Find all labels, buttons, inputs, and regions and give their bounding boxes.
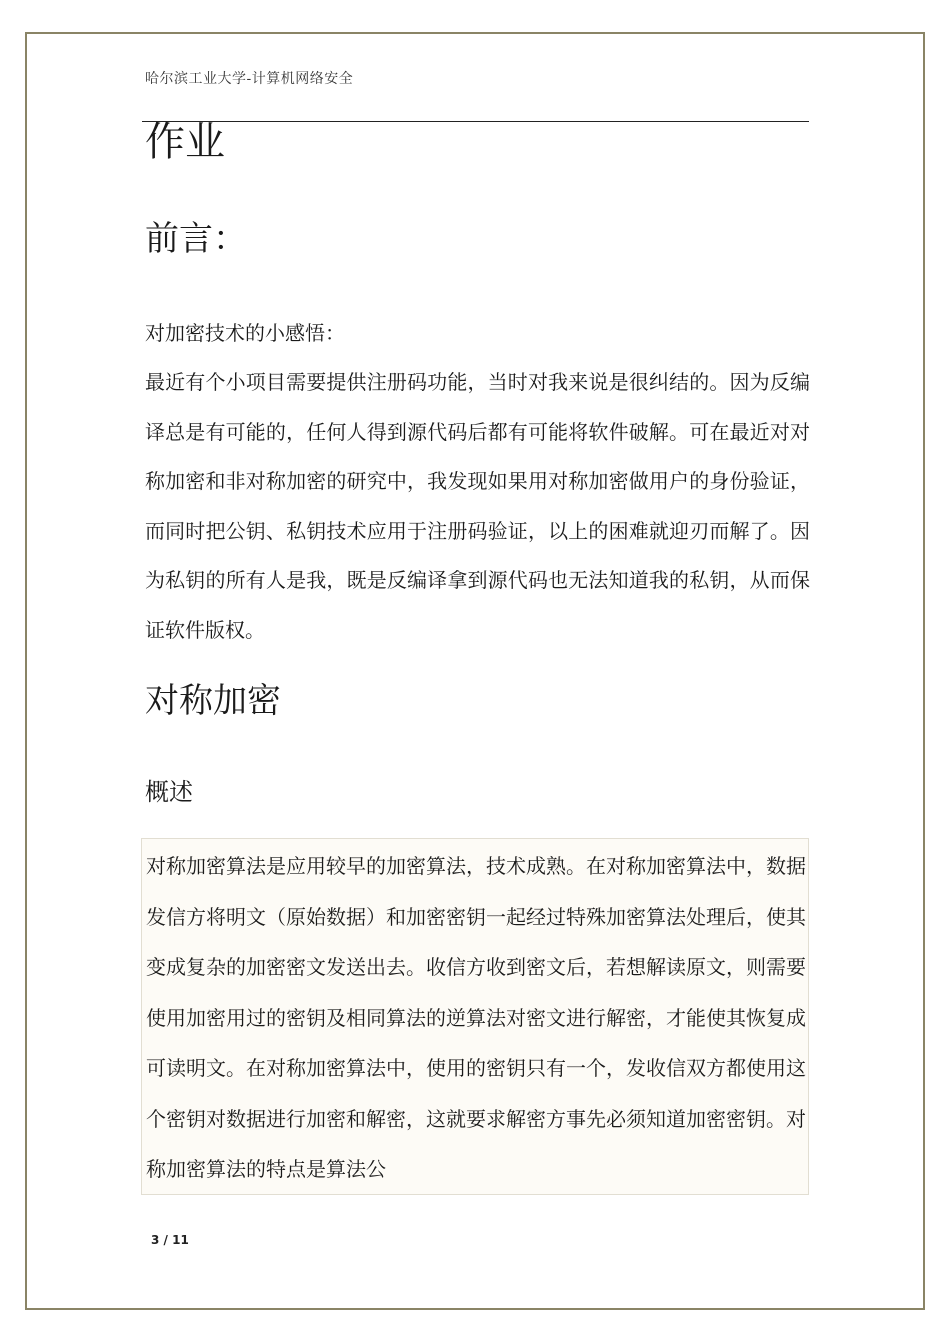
running-header: 哈尔滨工业大学-计算机网络安全 [145, 71, 354, 87]
overview-paragraph: 对称加密算法是应用较早的加密算法，技术成熟。在对称加密算法中，数据发信方将明文（原始数据）和加密密钥一起经过特殊加密算法处理后，使其变成复杂的加密密文发送出去。收信方收到密文后，若想解读原文，则需要使用加密用过的密钥及相同算法的逆算法对密文进行解密，才能使其恢复成可读明文。在对称加密算法中，使用的密钥只有一个，发收信双方都使用这个密钥对数据进行加密和解密，这就要求解密方事先必须知道加密密钥。对称加密算法的特点是算法公 [146, 854, 806, 1181]
preface-subheading: 对加密技术的小感悟： [145, 321, 345, 345]
overview-text-box [141, 838, 809, 1195]
header-divider [142, 121, 809, 122]
preface-heading: 前言： [145, 219, 247, 259]
document-title: 作业 [145, 119, 225, 165]
preface-paragraph: 最近有个小项目需要提供注册码功能，当时对我来说是很纠结的。因为反编译总是有可能的，任何人得到源代码后都有可能将软件破解。可在最近对对称加密和非对称加密的研究中，我发现如果用对称加密做用户的身份验证，而同时把公钥、私钥技术应用于注册码验证，以上的困难就迎刃而解了。因为私钥的所有人是我，既是反编译拿到源代码也无法知道我的私钥，从而保证软件版权。 [145, 370, 810, 642]
symmetric-encryption-heading: 对称加密 [145, 681, 281, 721]
page-number: 3 / 11 [151, 1233, 189, 1247]
overview-heading: 概述 [145, 778, 193, 806]
